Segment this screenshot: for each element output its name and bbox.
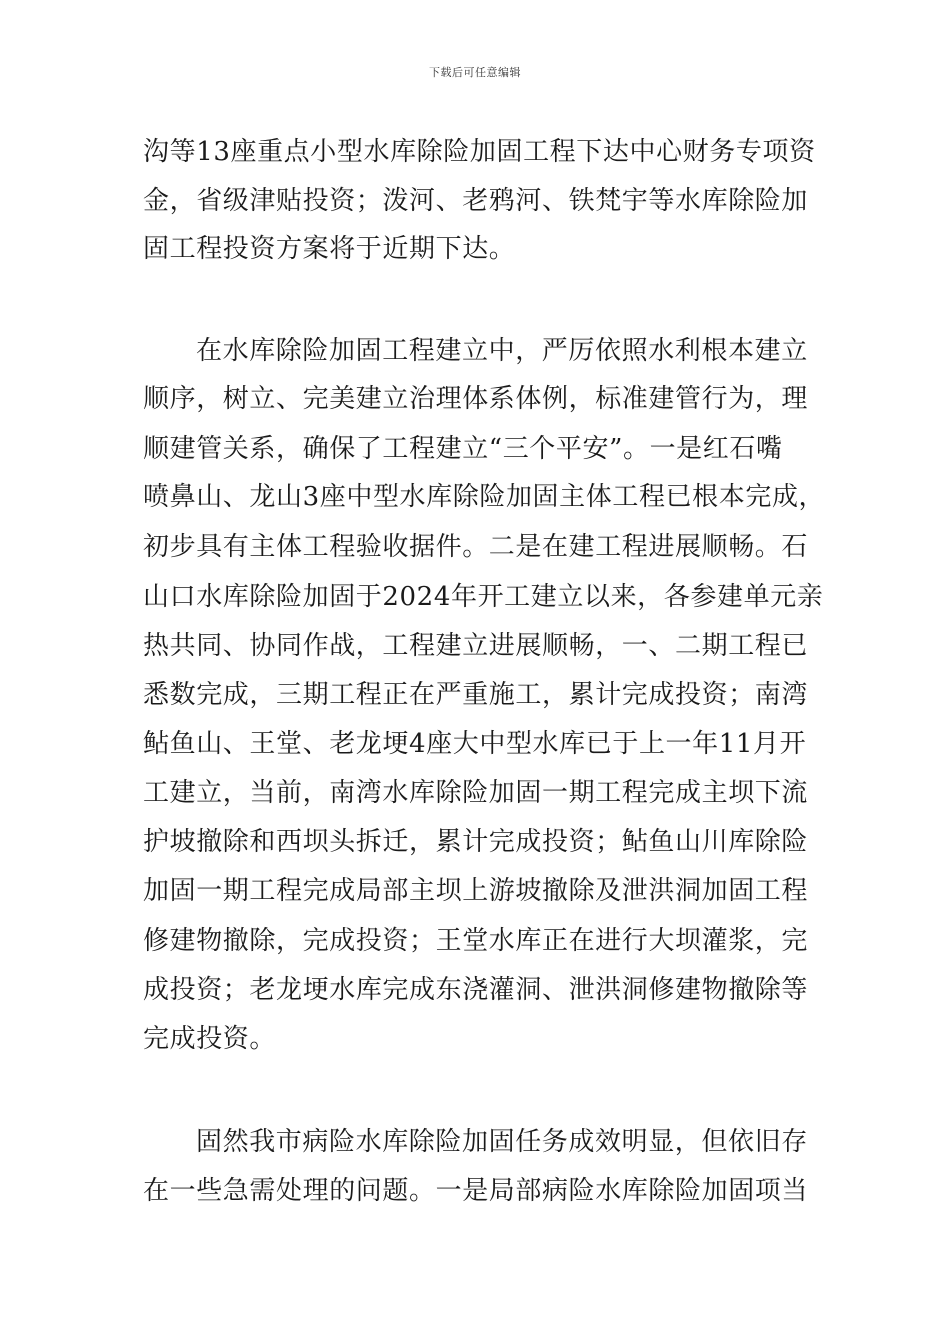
text-line: 顺序，树立、完美建立治理体系体例，标准建管行为，理 (143, 384, 809, 414)
text-line: 山口水库除险加固于2024年开工建立以来，各参建单元亲 (143, 582, 824, 612)
text-line: 金，省级津贴投资；泼河、老鸦河、铁梵宇等水库除险加 (143, 186, 809, 216)
page-header: 下载后可任意编辑 (429, 66, 521, 79)
text-line: 初步具有主体工程验收据件。二是在建工程进展顺畅。石 (143, 532, 809, 562)
text-line: 鲇鱼山、王堂、老龙埂4座大中型水库已于上一年11月开 (143, 729, 807, 759)
text-line: 顺建管关系，确保了工程建立“三个平安”。一是红石嘴 (143, 434, 783, 464)
text-line: 成投资；老龙埂水库完成东浇灌洞、泄洪洞修建物撤除等 (143, 975, 809, 1005)
text-line: 沟等13座重点小型水库除险加固工程下达中心财务专项资 (143, 137, 816, 167)
text-line: 固然我市病险水库除险加固任务成效明显，但依旧存 (196, 1127, 808, 1157)
text-line: 固工程投资方案将于近期下达。 (143, 234, 516, 264)
text-line: 在一些急需处理的问题。一是局部病险水库除险加固项当 (143, 1176, 809, 1206)
text-line: 护坡撤除和西坝头拆迁，累计完成投资；鲇鱼山川库除险 (143, 827, 809, 857)
text-line: 工建立，当前，南湾水库除险加固一期工程完成主坝下流 (143, 778, 809, 808)
text-line: 热共同、协同作战，工程建立进展顺畅，一、二期工程已 (143, 631, 809, 661)
text-line: 喷鼻山、龙山3座中型水库除险加固主体工程已根本完成， (143, 482, 826, 512)
text-line: 加固一期工程完成局部主坝上游坡撤除及泄洪洞加固工程 (143, 876, 809, 906)
text-line: 修建物撤除，完成投资；王堂水库正在进行大坝灌浆，完 (143, 926, 809, 956)
text-line: 完成投资。 (143, 1024, 277, 1054)
text-line: 在水库除险加固工程建立中，严厉依照水利根本建立 (196, 336, 808, 366)
text-line: 悉数完成，三期工程正在严重施工，累计完成投资；南湾 (143, 680, 809, 710)
